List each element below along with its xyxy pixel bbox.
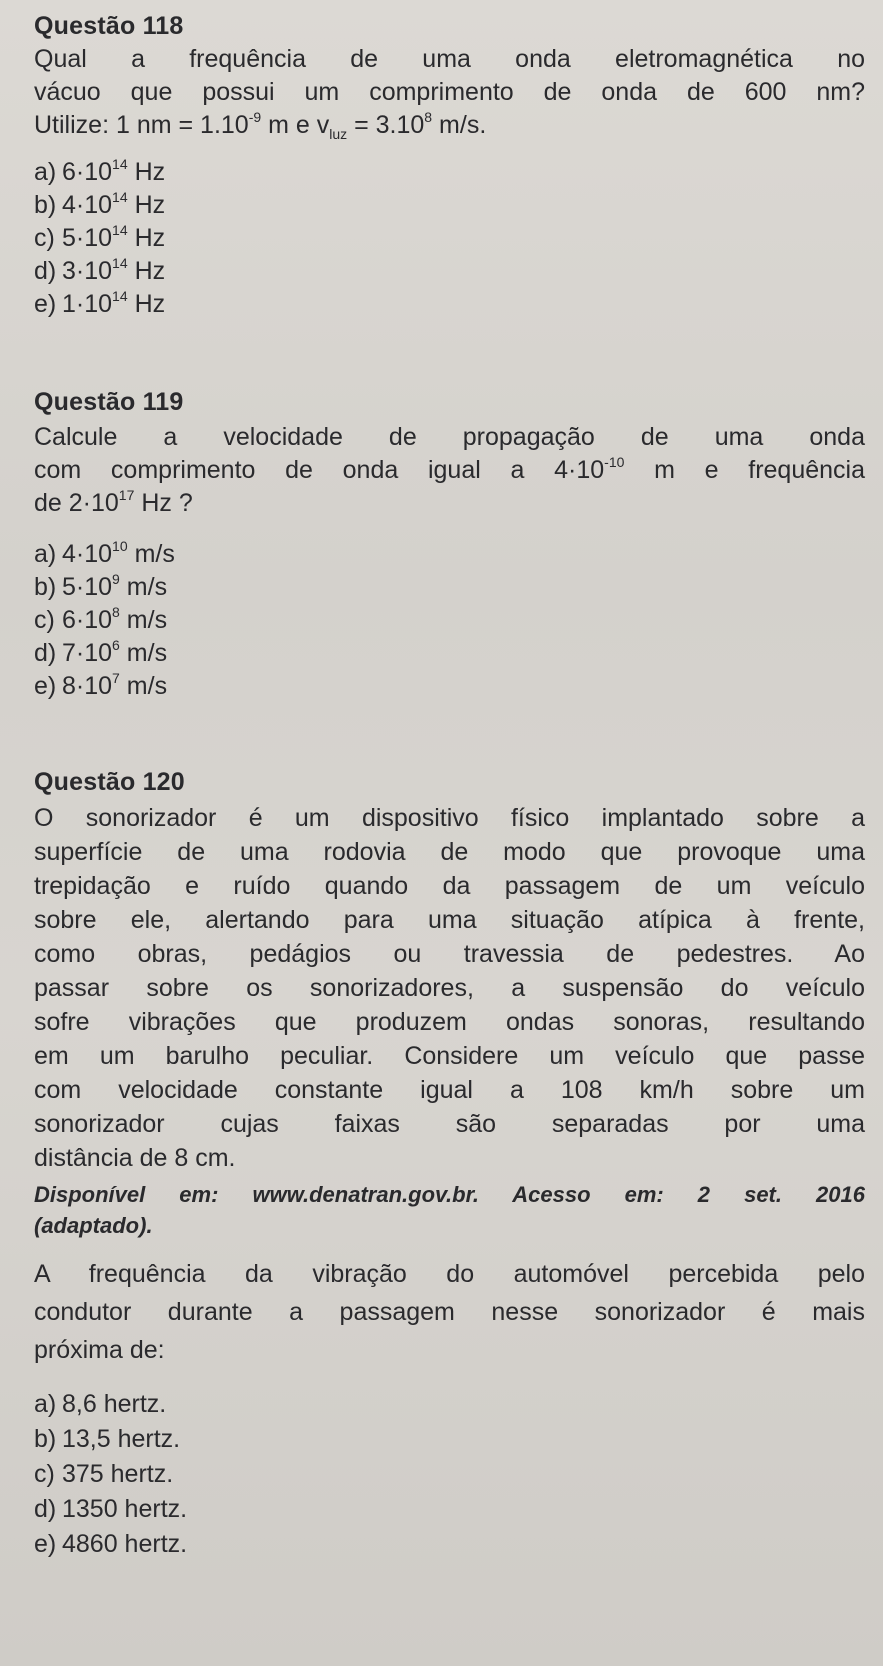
source-line-2: (adaptado). [34, 1213, 153, 1238]
option-mantissa: 3·10 [62, 257, 113, 285]
option-letter: b) [34, 1425, 57, 1453]
option-119-d[interactable] [34, 637, 865, 670]
option-letter: b) [34, 191, 57, 219]
question-120-prompt [34, 1255, 865, 1369]
option-118-a[interactable] [34, 156, 865, 189]
option-text: 4860 hertz. [62, 1530, 188, 1558]
option-unit: m/s [126, 639, 168, 667]
body-line-2-exponent: -10 [604, 453, 625, 470]
question-120-options [34, 1387, 865, 1562]
option-119-b[interactable] [34, 571, 865, 604]
question-120 [34, 768, 865, 1562]
question-119-body-line-2 [34, 454, 865, 487]
option-text: 1350 hertz. [62, 1495, 188, 1523]
question-120-body-line: sobre ele, alertando para uma situação atípica à frente, [34, 906, 865, 934]
utilize-expr-b: = 3.10 [354, 111, 425, 139]
option-letter: c) [34, 224, 55, 252]
question-119-body-line-3 [34, 487, 865, 520]
option-exponent: 14 [112, 254, 128, 271]
prompt-line: A frequência da vibração do automóvel percebida pelo [34, 1260, 865, 1288]
prompt-last-line: próxima de: [34, 1336, 165, 1364]
option-unit: Hz [134, 191, 166, 219]
utilize-label: Utilize: [34, 111, 110, 139]
option-120-d[interactable] [34, 1492, 865, 1527]
question-118-body [34, 43, 865, 142]
option-letter: e) [34, 672, 57, 700]
option-118-c[interactable] [34, 222, 865, 255]
body-line-2-text-b: m e frequência [654, 456, 865, 484]
option-118-e[interactable] [34, 288, 865, 321]
question-119-title: Questão 119 [34, 388, 184, 416]
option-unit: m/s [134, 540, 175, 568]
question-118 [34, 12, 865, 321]
option-mantissa: 1·10 [62, 290, 113, 318]
body-line-3-text-b: Hz ? [141, 489, 193, 517]
question-119 [34, 388, 865, 703]
option-mantissa: 6·10 [62, 158, 113, 186]
option-unit: Hz [134, 158, 166, 186]
option-unit: Hz [134, 290, 166, 318]
option-mantissa: 8·10 [62, 672, 113, 700]
option-letter: e) [34, 290, 57, 318]
option-letter: d) [34, 639, 57, 667]
utilize-exp-b: 8 [424, 108, 433, 125]
question-120-body-line: trepidação e ruído quando da passagem de um veículo [34, 872, 865, 900]
question-120-body [34, 801, 865, 1175]
question-120-body-line: em um barulho peculiar. Considere um veículo que passe [34, 1042, 865, 1070]
prompt-line: condutor durante a passagem nesse sonorizador é mais [34, 1298, 865, 1326]
question-120-body-line: com velocidade constante igual a 108 km/h sobre um [34, 1076, 865, 1104]
utilize-sub: luz [329, 126, 348, 142]
option-120-b[interactable] [34, 1422, 865, 1457]
option-118-b[interactable] [34, 189, 865, 222]
option-letter: a) [34, 540, 57, 568]
option-119-e[interactable] [34, 670, 865, 703]
body-line-3-text-a: de 2·10 [34, 489, 119, 517]
option-118-d[interactable] [34, 255, 865, 288]
question-120-body-line: como obras, pedágios ou travessia de pedestres. Ao [34, 940, 865, 968]
question-118-body-line-2: vácuo que possui um comprimento de onda de 600 nm? [34, 78, 865, 106]
option-exponent: 6 [112, 636, 120, 653]
option-mantissa: 4·10 [62, 540, 113, 568]
option-exponent: 7 [112, 669, 120, 686]
option-120-c[interactable] [34, 1457, 865, 1492]
question-120-title: Questão 120 [34, 768, 185, 796]
body-line-2-text-a: com comprimento de onda igual a 4·10 [34, 456, 605, 484]
option-mantissa: 5·10 [62, 573, 113, 601]
option-exponent: 8 [112, 603, 120, 620]
option-mantissa: 4·10 [62, 191, 113, 219]
option-mantissa: 6·10 [62, 606, 113, 634]
option-exponent: 14 [112, 221, 128, 238]
question-120-body-line: O sonorizador é um dispositivo físico implantado sobre a [34, 804, 865, 832]
option-119-a[interactable] [34, 538, 865, 571]
source-line-1: Disponível em: www.denatran.gov.br. Acesso em: 2 set. 2016 [34, 1182, 865, 1207]
option-unit: m/s [126, 606, 168, 634]
question-118-body-line-1: Qual a frequência de uma onda eletromagnética no [34, 45, 865, 73]
option-exponent: 14 [112, 287, 128, 304]
utilize-expr-a: 1 nm = 1.10 [115, 111, 249, 139]
option-letter: a) [34, 1390, 57, 1418]
option-letter: a) [34, 158, 57, 186]
option-letter: b) [34, 573, 57, 601]
option-120-e[interactable] [34, 1527, 865, 1562]
option-exponent: 14 [112, 188, 128, 205]
body-line-3-exponent: 17 [118, 486, 135, 503]
option-letter: c) [34, 1460, 55, 1488]
question-120-body-last-line: distância de 8 cm. [34, 1144, 236, 1172]
utilize-unit: m/s. [439, 111, 487, 139]
option-unit: m/s [126, 672, 168, 700]
option-exponent: 14 [112, 155, 128, 172]
question-120-body-line: passar sobre os sonorizadores, a suspensão do veículo [34, 974, 865, 1002]
question-119-body [34, 421, 865, 520]
option-letter: d) [34, 257, 57, 285]
utilize-mid: m e v [268, 111, 330, 139]
question-118-options [34, 156, 865, 321]
option-letter: d) [34, 1495, 57, 1523]
question-118-title: Questão 118 [34, 12, 184, 40]
option-mantissa: 5·10 [62, 224, 113, 252]
option-text: 8,6 hertz. [62, 1390, 167, 1418]
question-119-options [34, 538, 865, 703]
question-120-source [34, 1179, 865, 1241]
option-120-a[interactable] [34, 1387, 865, 1422]
question-120-body-line: superfície de uma rodovia de modo que provoque uma [34, 838, 865, 866]
option-exponent: 9 [112, 570, 120, 587]
option-mantissa: 7·10 [62, 639, 113, 667]
option-text: 375 hertz. [62, 1460, 174, 1488]
option-exponent: 10 [112, 537, 128, 554]
option-unit: m/s [126, 573, 168, 601]
option-unit: Hz [134, 224, 166, 252]
question-119-body-line-1: Calcule a velocidade de propagação de uma onda [34, 423, 865, 451]
utilize-exp-a: -9 [248, 108, 262, 125]
option-unit: Hz [134, 257, 166, 285]
option-letter: e) [34, 1530, 57, 1558]
question-120-body-line: sofre vibrações que produzem ondas sonoras, resultando [34, 1008, 865, 1036]
option-119-c[interactable] [34, 604, 865, 637]
question-120-body-line: sonorizador cujas faixas são separadas por uma [34, 1110, 865, 1138]
option-letter: c) [34, 606, 55, 634]
question-118-utilize-line [34, 109, 865, 142]
option-text: 13,5 hertz. [62, 1425, 181, 1453]
